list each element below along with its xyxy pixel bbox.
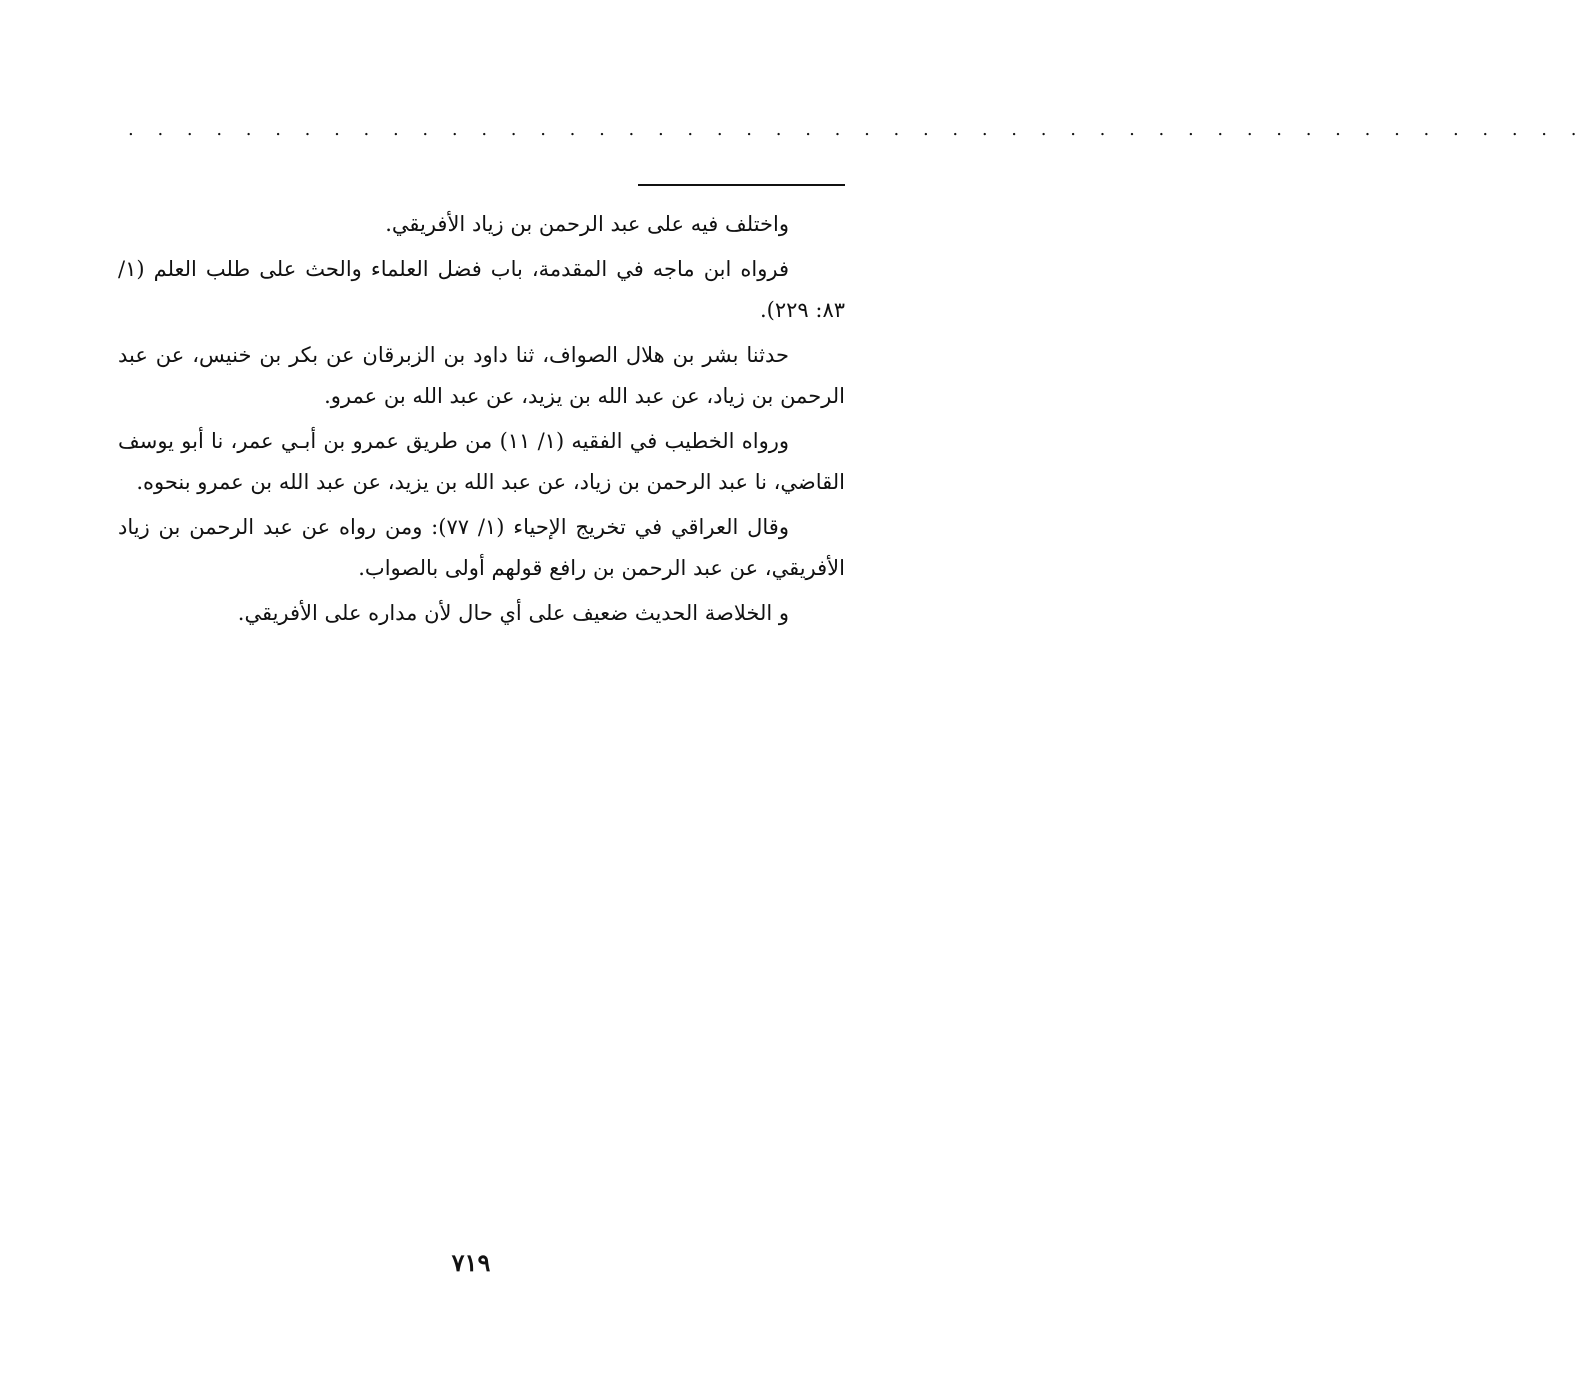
paragraph-3: حدثنا بشر بن هلال الصواف، ثنا داود بن الزبرقان عن بكر بن خنيس، عن عبد الرحمن بن زياد، عن عبد الله بن يزيد، عن عبد الله بن عمرو. <box>118 343 845 408</box>
dotted-separator: . . . . . . . . . . . . . . . . . . . . . . . . . . . . . . . . . . . . . . . . . . . . . . . . . . <box>128 119 1585 140</box>
paragraph-1: واختلف فيه على عبد الرحمن بن زياد الأفريقي. <box>385 212 789 236</box>
paragraph-2: فرواه ابن ماجه في المقدمة، باب فضل العلماء والحث على طلب العلم (١/ ٨٣: ٢٢٩). <box>118 257 845 322</box>
page-number: ٧١٩ <box>451 1248 491 1277</box>
footnote-rule <box>638 184 845 186</box>
paragraph-5: وقال العراقي في تخريج الإحياء (١/ ٧٧): ومن رواه عن عبد الرحمن بن زياد الأفريقي، عن عبد الرحمن بن رافع قولهم أولى بالصواب. <box>118 515 845 580</box>
footnote-body <box>118 204 845 634</box>
paragraph-6: و الخلاصة الحديث ضعيف على أي حال لأن مداره على الأفريقي. <box>237 601 789 625</box>
paragraph-4: ورواه الخطيب في الفقيه (١/ ١١) من طريق عمرو بن أبـي عمر، نا أبو يوسف القاضي، نا عبد الرحمن بن زياد، عن عبد الله بن يزيد، عن عبد الله بن عمرو بنحوه. <box>118 429 845 494</box>
